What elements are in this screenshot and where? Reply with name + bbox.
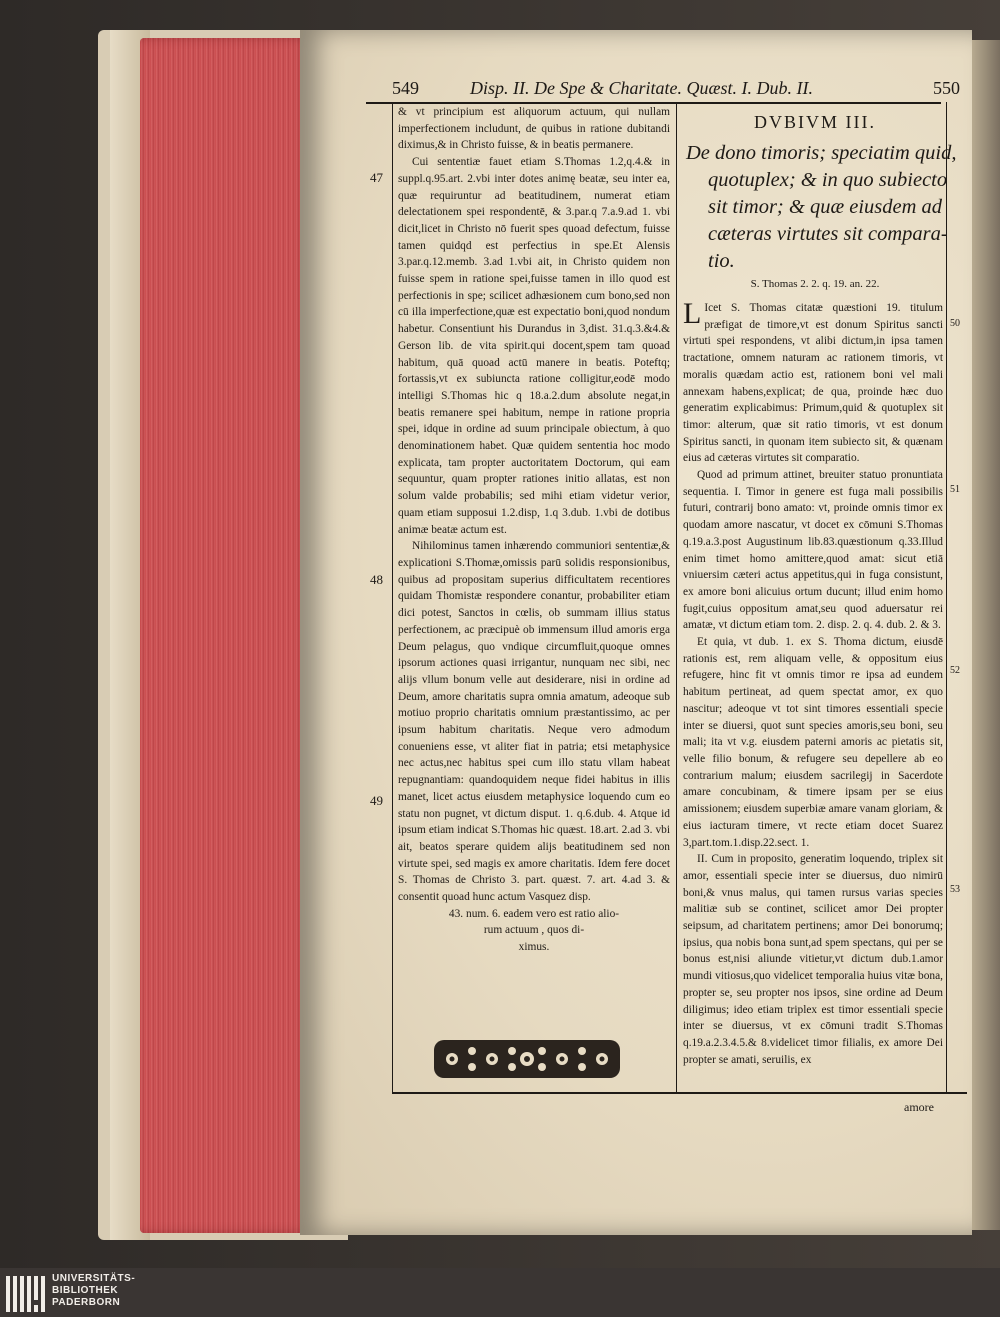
logo-line: UNIVERSITÄTS- bbox=[52, 1273, 136, 1284]
footer-rule bbox=[392, 1092, 967, 1094]
margin-number: 51 bbox=[950, 484, 960, 495]
logo-line: BIBLIOTHEK bbox=[52, 1285, 119, 1296]
paragraph: Quod ad primum attinet, breuiter statuo pronuntiata sequentia. I. Timor in genere est fuga mali possibilis futuri, contrarij bono amato: vt, proinde omnis timor ex quodam amore nascatur, vt docet ex cōmuni S.Thomas q.19.a.3.post Augustinum lib.83.quæstionum q.33.Illud enim timet homo amittere,quod amat: sicut etiā vniuersim cæteri actus appetitus,qui in fuga consistunt, ex amore boni alicuius ortum ducunt; illud enim homo fugit,cuius oppositum amat,seu quod aduersatur rei amatæ, vt dictum etiam tom. 2. disp. 2. q. 4. dub. 2. & 3. bbox=[683, 469, 943, 632]
paragraph: Cui sententiæ fauet etiam S.Thomas 1.2,q.4.& in suppl.q.95.art. 2.vbi inter dotes animę beatæ, seu inter ea, quæ requiruntur ad beatitudinem, numerat etiam delectationem spei respondentē, & 3.par.q 7.a.9.ad 1. vbi dicit,licet in Christo nō fuerit spes quoad defectum, fuisse tamen quidqd est perfectius in spe.Et Alensis 3.par.q.12.memb. 3.ad 1.vbi ait, in Christo quidem non fuisse spem in ratione spei,fuisse tamen in illo quod est perfectionis in spe; scilicet adhæsionem cum bono,sed non cū illa imperfectione,quæ est expectatio boni,quod nondum habetur. Consentiunt his Durandus in 3,dist. 31.q.3.&4.& Gerson lib. de vita spirit.qui docent,spem tam quoad habitum, quā quoad actū manere in beatis. Poteftq; fortassis,vt ex subiuncta ratione colligitur,eodē modo intelligi S.Thomas hic q 18.a.2.dum absolute negat,in beatis remanere spei habitum, nempe in ratione propria spei, idque in ordine ad suum principale obiectum, à quo denominationem habet. Quæ quidem sententia hoc modo explicata, tam propter auctoritatem Doctorum, qui eam sequuntur, quam propter rationes initio allatas, est non solum valde probabilis; sed mihi etiam videtur verior, quam etiam supposui 1.2.disp, 1.q 3.dub. 1.vbi de dotibus animæ beatæ actum est. bbox=[398, 156, 670, 536]
library-logo-text bbox=[52, 1273, 135, 1309]
margin-number: 49 bbox=[370, 793, 383, 808]
title-line: tio. bbox=[708, 250, 735, 272]
facing-page-edge bbox=[972, 40, 1000, 1230]
paragraph: Et quia, vt dub. 1. ex S. Thoma dictum, eiusdē rationis est, rem aliquam velle, & oppositum eius refugere, hinc fit vt omnis timor re ipsa ad eundem habitum pertineat, ad quem spectat amor, ex quo nascitur; adeoque vt tot sint timores essentiali specie inter se diuersi, quot sunt species amoris,seu boni, seu mali; ita vt v.g. eiusdem paterni amoris ac pietatis sit, velle filio bonum, & refugere seu depellere ab eo contrarium malum; eiusdem sacrilegij in Sacerdote amare concubinam, & timere ipsam per se eius amissionem; eiusdem superbiæ amare vanam gloriam, & eius iacturam timere, vt recte etiam docet Suarez 3,part.tom.1.disp.22.sect. 1. bbox=[683, 636, 943, 849]
running-header bbox=[370, 78, 960, 102]
margin-number: 48 bbox=[370, 572, 383, 587]
right-text-column bbox=[683, 297, 943, 1068]
left-column-rule bbox=[392, 102, 393, 1092]
title-line: quotuplex; & in quo subiecto bbox=[708, 169, 948, 191]
tail-line: 43. num. 6. eadem vero est ratio alio- bbox=[448, 907, 620, 920]
left-text-column bbox=[398, 104, 670, 956]
margin-number: 53 bbox=[950, 884, 960, 895]
middle-column-rule bbox=[676, 102, 677, 1092]
title-line: sit timor; & quæ eiusdem ad bbox=[708, 196, 943, 218]
library-footer bbox=[0, 1268, 1000, 1317]
dubium-heading: DVBIVM III. bbox=[754, 112, 876, 132]
title-line: cæteras virtutes sit compara- bbox=[708, 223, 948, 245]
tail-line: ximus. bbox=[518, 941, 550, 954]
margin-number: 47 bbox=[370, 170, 383, 185]
catchword: amore bbox=[904, 1100, 934, 1114]
library-logo-icon bbox=[4, 1272, 48, 1314]
red-page-edges bbox=[140, 38, 310, 1233]
drop-cap: L bbox=[683, 297, 702, 330]
page-number-right: 550 bbox=[933, 78, 960, 98]
paragraph-text: Icet S. Thomas citatæ quæstioni 19. titulum præfigat de timore,vt est donum Spiritus sancti virtuti spei respondens, vt alibi dictum,in ipsa tamen tractatione, omnem naturam ac rationem timoris, vt moralis quædam actio est, rationem boni vel mali annexam habens,explicat; de qua, proinde hæc duo generatim explicabimus: Primum,quid & quotuplex sit timor: alterum, quæ sit ratio timoris, vt est donum Spiritus sancti, in quonam item subiecto sit, & quænam eius ad cæteras virtutes sit comparatio. bbox=[683, 302, 943, 465]
paragraph: Nihilominus tamen inhærendo communiori sententiæ,& explicationi S.Thomæ,omissis parū solidis responsionibus, quibus ad propositam superius difficultatem recentiores quidam Thomistæ respondere conantur, probabiliter etiam dici potest, Sanctos in cœlis, ob summam illius status perfectionem, ac præcipuè ob immensum illud amoris erga Deum pelagus, quo vndique circumfluit,quoque omnes ipsorum actiones quasi irrigantur, nunquam nec sibi, nec alijs vllum bonum velle aut desiderare, nisi in ordine ad Deum, amore charitatis supra omnia amatum, adeoque sub motiuo proprio charitatis omnium præstantissimo, ac per ipsum habitum charitatis. Neque vero admodum conueniens esse, vt aliter fiat in patria; etsi metaphysice nec actus,nec habitus spei cum illo statu vllam habeat repugnantiam: quandoquidem neque fidei habitus in illis manet, licet actus eiusdem metaphysice loquendo cum eo statu non pugnet, vt dictum disput. 1. q.6.dub. 4. Atque id ipsum etiam indicat S.Thomas hic quæst. 18.art. 2.ad 3. vbi ait, beatos sperare quidem alijs beatitudinem sed non virtute spei, sed magis ex amore charitatis. Idem fere docet S. Thomas de Christo 3. part. quæst. 7. art. 4.ad 3. & consentit quoad hunc actum Vasquez disp. bbox=[398, 540, 670, 904]
paragraph bbox=[683, 297, 943, 467]
tail-line: rum actuum , quos di- bbox=[483, 924, 585, 937]
logo-line: PADERBORN bbox=[52, 1297, 121, 1308]
source-reference: S. Thomas 2. 2. q. 19. an. 22. bbox=[750, 278, 880, 290]
dubium-title bbox=[686, 140, 957, 275]
ornament-icon bbox=[432, 1036, 622, 1082]
title-line: De dono timoris; speciatim quid, bbox=[686, 142, 957, 164]
paragraph: II. Cum in proposito, generatim loquendo, triplex sit amor, essentiali specie inter se diuersus, duo nimirū boni,& vnus malus, qui tamen rursus varias species malitiæ sub se continet, scilicet amor Dei propter seipsum, ad charitatem pertinens; amor Dei bonorumq; ipsius, qua nobis bona sunt,ad spem spectans, qui per se bonus est,nisi aliunde vitietur,vt dictum dub.1.amor mundi vitiosus,quo videlicet temporalia huius vitæ bona, propter se, seu propter nos ipsos, sine ordine ad Deum diligimus; ideo etiam triplex est timor essentiali specie inter se diuersus, vt ex cōmuni tradit S.Thomas q.19.a.2.3.4.5.& 8.videlicet timor filialis, ex amore Dei propter se amati, seruilis, ex bbox=[683, 853, 943, 1066]
margin-number: 50 bbox=[950, 318, 960, 329]
running-title: Disp. II. De Spe & Charitate. Quæst. I. Dub. II. bbox=[470, 78, 813, 98]
paragraph: & vt principium est aliquorum actuum, qui nullam imperfectionem includunt, de quibus in ratione dubitandi diximus,& in Christo fuisse, & in beatis permanere. bbox=[398, 106, 670, 152]
page-number-left: 549 bbox=[392, 78, 419, 98]
margin-number: 52 bbox=[950, 665, 960, 676]
